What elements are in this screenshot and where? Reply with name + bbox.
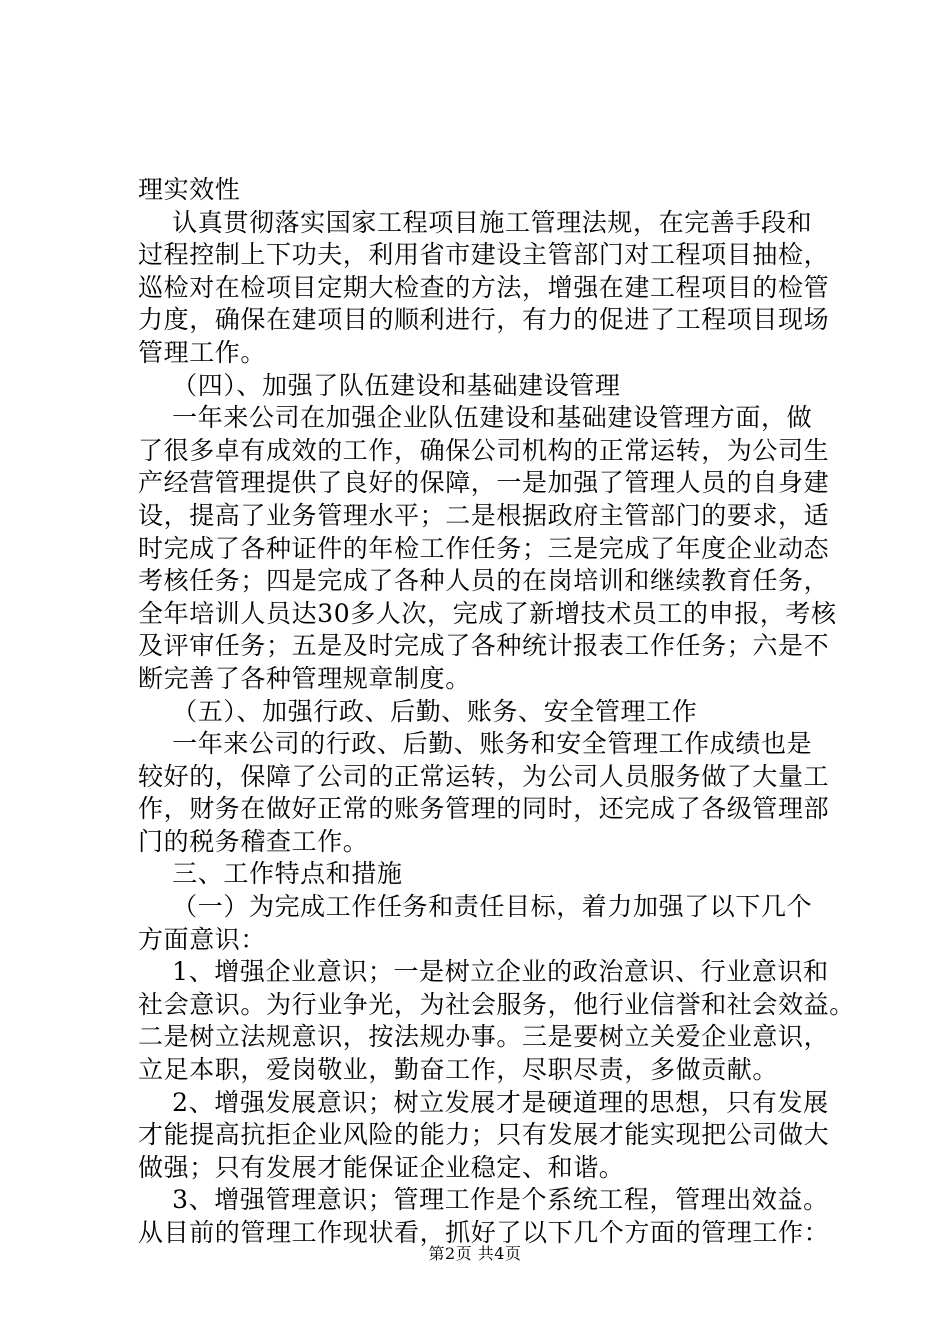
text-line: 较好的，保障了公司的正常运转，为公司人员服务做了大量工 [138,761,830,791]
text-line: 产经营管理提供了良好的保障，一是加强了管理人员的自身建 [138,468,830,498]
text-line: 从目前的管理工作现状看，抓好了以下几个方面的管理工作： [138,1218,830,1247]
text-line: 全年培训人员达30多人次，完成了新增技术员工的申报，考核 [138,598,837,628]
text-line: 巡检对在检项目定期大检查的方法，增强在建工程项目的检管 [138,272,830,302]
text-line: 力度，确保在建项目的顺利进行，有力的促进了工程项目现场 [138,305,830,335]
text-line: 才能提高抗拒企业风险的能力；只有发展才能实现把公司做大 [138,1120,830,1150]
text-line: 1、增强企业意识；一是树立企业的政治意识、行业意识和 [138,957,829,987]
text-line: 二是树立法规意识，按法规办事。三是要树立关爱企业意识， [138,1022,830,1052]
document-body [138,174,855,1250]
page-number-footer: 第2页 共4页 [428,1244,522,1263]
text-line: 考核任务；四是完成了各种人员的在岗培训和继续教育任务， [138,566,830,596]
text-line: 社会意识。为行业争光，为社会服务，他行业信誉和社会效益。 [138,989,855,1019]
section-heading: （四）、加强了队伍建设和基础建设管理 [138,370,621,400]
text-line: 一年来公司的行政、后勤、账务和安全管理工作成绩也是 [138,729,813,759]
text-line: 及评审任务；五是及时完成了各种统计报表工作任务；六是不 [138,631,830,661]
text-line: 立足本职，爱岗敬业，勤奋工作，尽职尽责，多做贡献。 [138,1055,779,1085]
text-line: 断完善了各种管理规章制度。 [138,663,471,693]
text-line: 3、增强管理意识；管理工作是个系统工程，管理出效益。 [138,1185,829,1215]
text-line: 了很多卓有成效的工作，确保公司机构的正常运转，为公司生 [138,435,830,465]
text-line: 理实效性 [138,175,241,204]
text-line: 设，提高了业务管理水平；二是根据政府主管部门的要求，适 [138,500,830,530]
text-line: 做强；只有发展才能保证企业稳定、和谐。 [138,1152,625,1182]
text-line: 过程控制上下功夫，利用省市建设主管部门对工程项目抽检， [138,240,830,270]
text-line: 一年来公司在加强企业队伍建设和基础建设管理方面，做 [138,403,813,433]
text-line: 2、增强发展意识；树立发展才是硬道理的思想，只有发展 [138,1087,829,1117]
text-line: 门的税务稽查工作。 [138,826,369,856]
section-heading: 三、工作特点和措施 [138,859,403,889]
section-heading: （五）、加强行政、后勤、账务、安全管理工作 [138,696,698,726]
text-line: 认真贯彻落实国家工程项目施工管理法规，在完善手段和 [138,207,813,237]
text-line: 时完成了各种证件的年检工作任务；三是完成了年度企业动态 [138,533,830,563]
text-line: 作，财务在做好正常的账务管理的同时，还完成了各级管理部 [138,794,830,824]
text-line: 方面意识： [138,924,267,954]
text-line: （一）为完成工作任务和责任目标，着力加强了以下几个 [138,892,813,922]
text-line: 管理工作。 [138,337,267,367]
